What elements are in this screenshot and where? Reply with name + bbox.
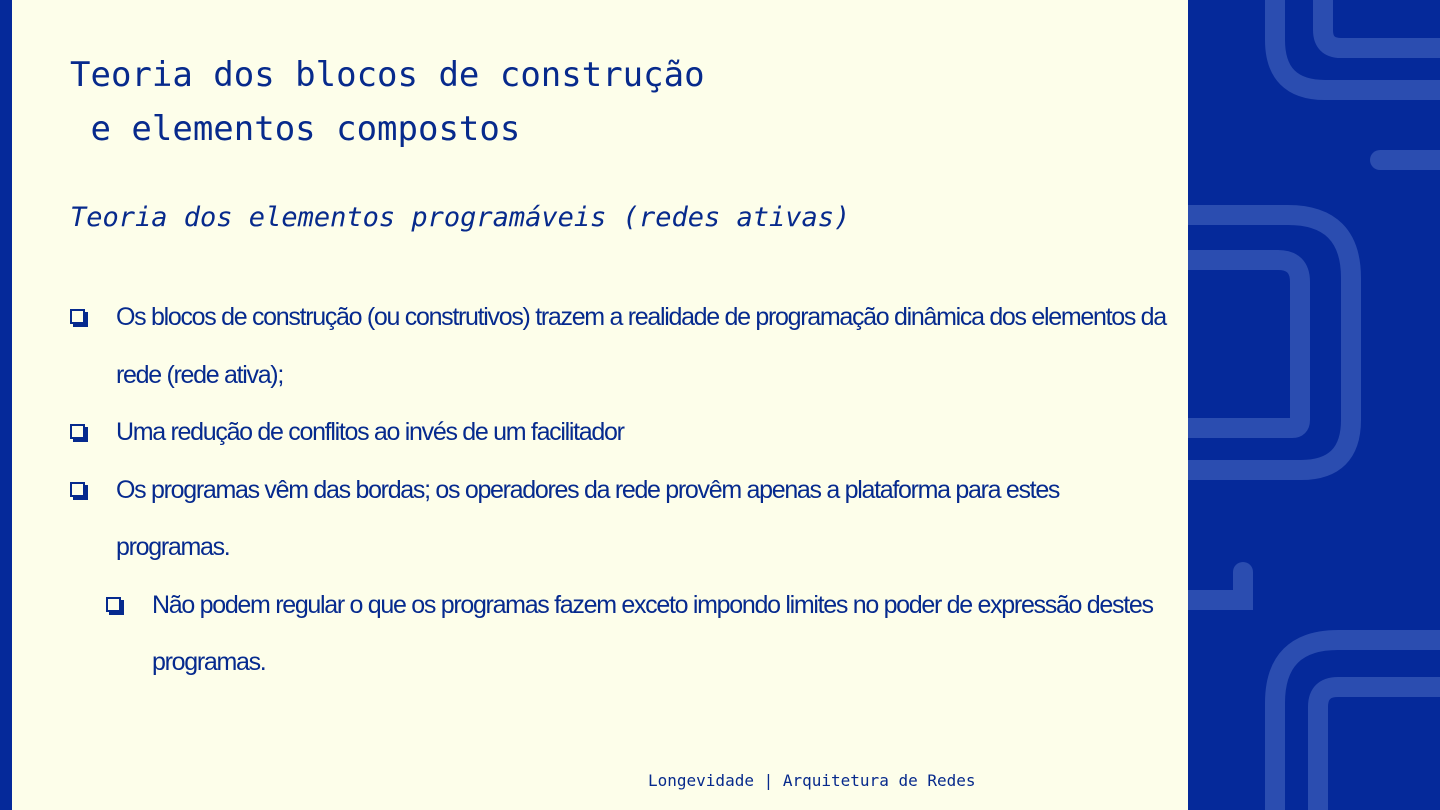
checkbox-bullet-icon bbox=[70, 424, 85, 439]
left-accent-stripe bbox=[0, 0, 12, 810]
bullet-item bbox=[70, 289, 1170, 404]
sub-bullet-item bbox=[106, 577, 1170, 692]
slide-title bbox=[70, 48, 705, 156]
slide-footer: Longevidade | Arquitetura de Redes bbox=[648, 771, 976, 790]
decorative-side-panel bbox=[1188, 0, 1440, 810]
sub-bullet-text: Não podem regular o que os programas fazem exceto impondo limites no poder de expressão destes programas. bbox=[152, 590, 1153, 676]
slide-title-line-2: e elementos compostos bbox=[70, 109, 521, 149]
checkbox-bullet-icon bbox=[106, 597, 121, 612]
decorative-rounded-shapes bbox=[1188, 0, 1440, 810]
bullet-text: Uma redução de conflitos ao invés de um facilitador bbox=[116, 418, 624, 446]
slide-subtitle: Teoria dos elementos programáveis (redes ativas) bbox=[70, 202, 851, 233]
bullet-text: Os programas vêm das bordas; os operadores da rede provêm apenas a plataforma para estes programas. bbox=[116, 475, 1060, 561]
checkbox-bullet-icon bbox=[70, 309, 85, 324]
bullet-item bbox=[70, 404, 1170, 462]
checkbox-bullet-icon bbox=[70, 482, 85, 497]
slide-title-line-1: Teoria dos blocos de construção bbox=[70, 55, 705, 95]
bullet-item bbox=[70, 462, 1170, 577]
bullet-list bbox=[70, 289, 1170, 692]
bullet-text: Os blocos de construção (ou construtivos) trazem a realidade de programação dinâmica dos elementos da rede (rede ativa); bbox=[116, 303, 1166, 389]
